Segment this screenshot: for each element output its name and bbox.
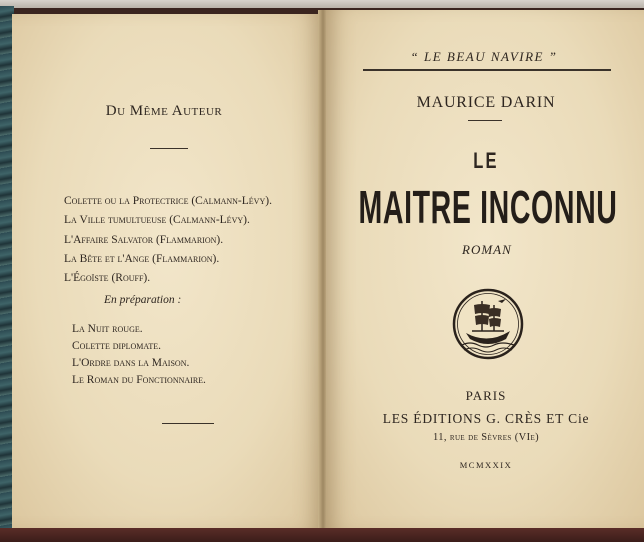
prep-item: La Nuit rouge. [72,323,143,335]
right-page [326,10,644,528]
publisher-address: 11, rue de Sèvres (VIe) [432,432,540,443]
prep-item: L'Ordre dans la Maison. [72,357,190,369]
scan-background [0,0,644,8]
work-item: La Bête et l'Ange (Flammarion). [64,252,220,265]
genre-subtitle: ROMAN [462,242,512,257]
in-preparation-list [72,321,206,389]
ship-emblem-icon [452,287,524,361]
publisher-name: LES ÉDITIONS G. CRÈS ET Cie [382,411,590,426]
title-line-1: LE [473,148,499,173]
work-item: L'Égoïste (Rouff). [64,272,151,285]
by-same-author-heading: Du Même Auteur [105,103,223,119]
work-item: La Ville tumultueuse (Calmann-Lévy). [64,214,250,227]
author-rule [468,120,502,121]
publication-city: PARIS [465,388,507,403]
prep-item: Le Roman du Fonctionnaire. [72,374,206,386]
in-preparation-label: En préparation : [104,294,182,306]
book-cover-edge [0,528,644,542]
heading-rule [150,148,188,149]
series-name: “ LE BEAU NAVIRE ” [410,49,558,64]
works-list [64,192,272,288]
work-item: Colette ou la Protectrice (Calmann-Lévy). [64,195,272,207]
series-rule [363,69,611,71]
work-item: L'Affaire Salvator (Flammarion). [64,233,224,246]
publication-year: MCMXXIX [459,460,513,470]
bottom-rule [162,423,214,424]
prep-item: Colette diplomate. [72,340,161,352]
author-name: MAURICE DARIN [416,94,556,111]
book-title: MAITRE INCONNU [358,181,618,233]
